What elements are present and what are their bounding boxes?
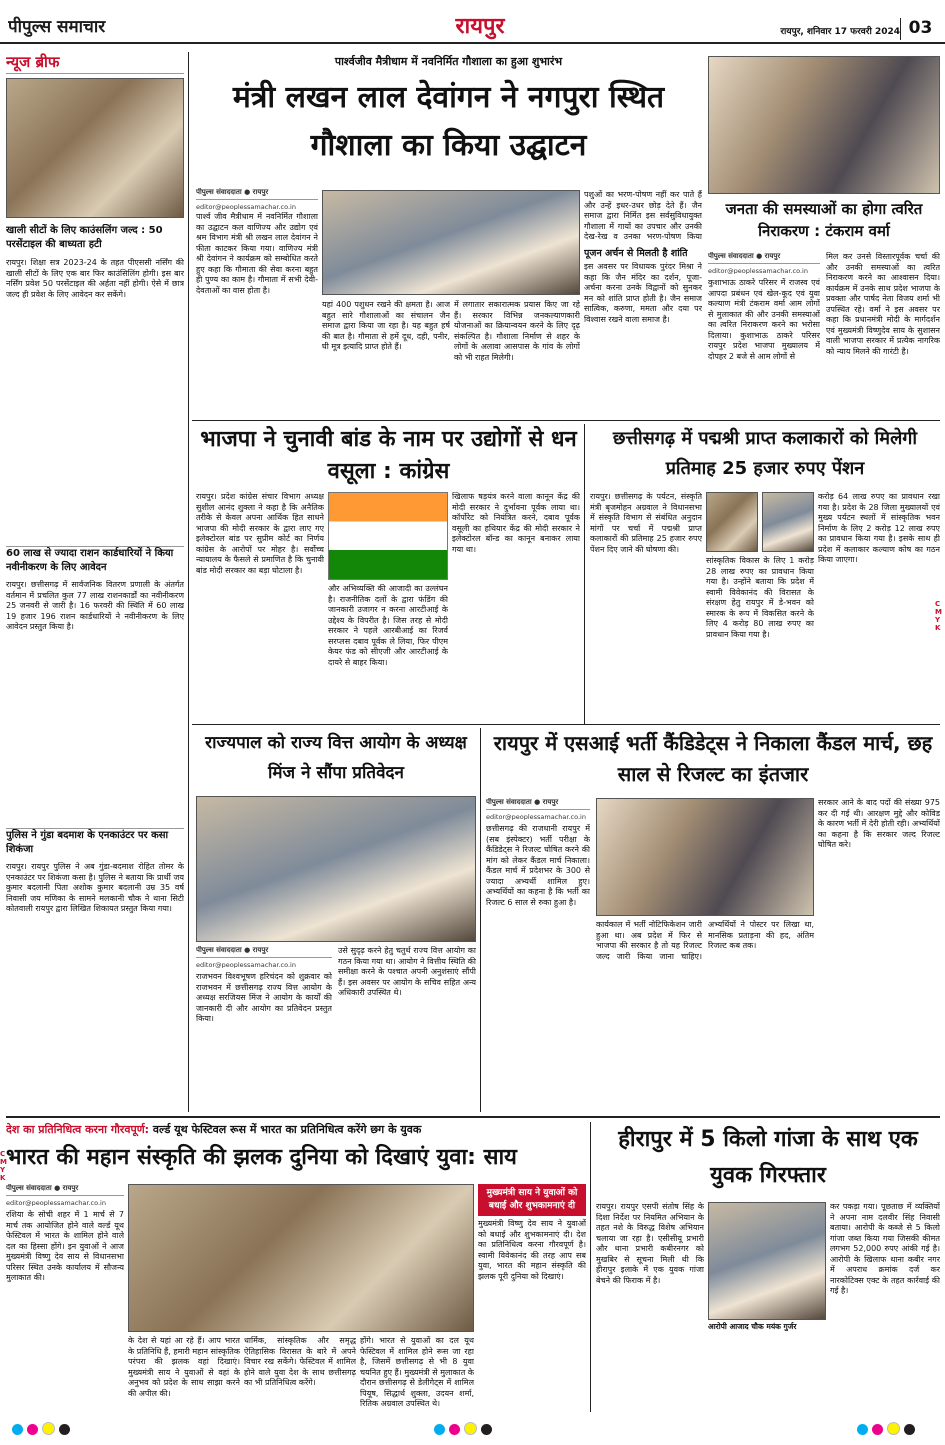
column-divider-3 bbox=[480, 728, 481, 1112]
youth-group-photo bbox=[128, 1184, 474, 1332]
padmashri-photo-1 bbox=[706, 492, 758, 552]
row-divider-2 bbox=[192, 724, 940, 725]
column-divider-2 bbox=[584, 424, 585, 724]
black-dot bbox=[59, 1424, 70, 1435]
cmyk-label-left: CMYK bbox=[0, 1150, 7, 1182]
ganja-headline: हीरापुर में 5 किलो गांजा के साथ एक युवक गिरफ्तार bbox=[618, 1127, 918, 1188]
governor-byline-text: पीपुल्स संवाददाता ● रायपुर bbox=[196, 946, 332, 958]
ganja-photo-caption: आरोपी आजाद चौक मयंक गुर्जर bbox=[708, 1322, 797, 1331]
gaushala-email: editor@peoplessamachar.co.in bbox=[196, 203, 296, 210]
magenta-dot bbox=[27, 1424, 38, 1435]
gaushala-byline bbox=[196, 188, 318, 210]
cmyk-label-right: CMYK bbox=[935, 600, 942, 632]
youth-email: editor@peoplessamachar.co.in bbox=[6, 1199, 106, 1206]
page-number: 03 bbox=[900, 18, 940, 40]
tankram-byline-text: पीपुल्स संवाददाता ● रायपुर bbox=[708, 252, 820, 264]
governor-photo bbox=[196, 796, 476, 942]
padmashri-body-3: करोड़ 64 लाख रुपए का प्रावधान रखा गया है। प्रदेश के 28 जिला मुख्यालयों एवं मुख्य पर्यटन स्थलों में सांस्कृतिक भवन निर्माण के लिए 2 करोड़ 12 लाख रुपए का प्रावधान किया गया है। इसके साथ ही प्रदेश में कलाकार कल्याण कोष का गठन किया जाएगा। bbox=[818, 492, 940, 564]
youth-kicker-red: देश का प्रतिनिधित्व करना गौरवपूर्ण: bbox=[6, 1123, 150, 1136]
youth-body-4: धार्मिक, सांस्कृतिक और समृद्ध ऐतिहासिक विरासत के बारे में अपने विचार रख सकेंगे। फेस्टिवल में शामिल होने वाले युवा देश के साथ छत्तीसगढ़ का भी प्रतिनिधित्व करेंगे। bbox=[244, 1336, 356, 1387]
row-divider-1 bbox=[192, 420, 940, 421]
paper-logo: पीपुल्स समाचार bbox=[8, 17, 106, 37]
youth-kicker-rest: वर्ल्ड यूथ फेस्टिवल रूस में भारत का प्रतिनिधित्व करेंगे छग के युवक bbox=[152, 1123, 422, 1136]
si-march-email: editor@peoplessamachar.co.in bbox=[486, 813, 586, 820]
gaushala-subhead: पूजन अर्चन से मिलती है शांति bbox=[584, 248, 688, 259]
youth-body-3: के देश से यहां आ रहे हैं। आप भारत के प्रतिनिधि हैं, हमारी महान सांस्कृतिक परंपरा की झलक वहां दिखाएं। मुख्यमंत्री साय ने युवाओं से वहां के अनुभव को प्रदेश के साथ साझा करने की अपील की। bbox=[128, 1336, 240, 1398]
padmashri-photo-2 bbox=[762, 492, 814, 552]
gaushala-body-3: में लगातार सकारात्मक प्रयास किए जा रहे हैं। सरकार विभिन्न जनकल्याणकारी योजनाओं का क्रियान्वयन करने के लिए दृढ़ संकल्पित है। गौशाला निर्माण से शहर के लोगों के अलावा आसपास के गांव के लोगों को भी राहत मिलेगी। bbox=[454, 300, 580, 362]
cmyk-marks-bottom-right bbox=[855, 1420, 935, 1436]
bjp-bond-body-3: और अभिव्यक्ति की आजादी का उल्लंघन है। राजनीतिक दलों के द्वारा फंडिंग की जानकारी उजागर न करना आरटीआई के उद्देश्य के विपरीत है। जिस तरह से मोदी सरकार ने पहले आरबीआई का रिजर्व सरप्लस दबाव पूर्वक ले लिया, फिर पीएम केयर फंड को सीएजी और आरटीआई के दायरे से बाहर किया। bbox=[328, 584, 448, 667]
youth-box-title: मुख्यमंत्री साय ने युवाओं को बधाई और शुभकामनाएं दी bbox=[478, 1184, 586, 1216]
row-divider-3 bbox=[6, 1116, 940, 1118]
tankram-byline bbox=[708, 252, 820, 274]
news-brief-label: न्यूज ब्रीफ bbox=[6, 52, 184, 74]
brief-1-headline: खाली सीटों के लिए काउंसलिंग जल्द : 50 परसेंटाइल की बाध्यता हटी bbox=[6, 225, 163, 250]
gaushala-body-4: पशुओं का भरण-पोषण नहीं कर पाते हैं और उन्हें इधर-उधर छोड़ देते हैं। जैन समाज द्वारा निर्मित इस सर्वसुविधायुक्त गौशाला में गायों का उपचार और उनकी देख-रेख व उनका भरण-पोषण किया bbox=[584, 190, 702, 241]
si-march-body-2: कार्यकाल में भर्ती नोटिफिकेशन जारी हुआ था। अब प्रदेश में फिर से भाजपा की सरकार है तो यह रिजल्ट जल्द जारी किया जाना चाहिए। अभ्यर्थियों ने पोस्टर पर लिखा था, मानसिक प्रताड़ना की हद, अंतिम रिजल्ट कब तक। bbox=[596, 920, 814, 961]
news-brief-column bbox=[6, 52, 184, 1112]
gaushala-inauguration-photo bbox=[322, 190, 580, 295]
magenta-dot bbox=[872, 1424, 883, 1435]
gaushala-byline-text: पीपुल्स संवाददाता ● रायपुर bbox=[196, 188, 318, 200]
si-march-body-1: छत्तीसगढ़ की राजधानी रायपुर में (सब इंस्पेक्टर) भर्ती परीक्षा के कैंडिडेट्स ने रिजल्ट घोषित करने की मांग को लेकर कैंडल मार्च निकाला। कैंडल मार्च में प्रदेशभर के 300 से ज्यादा अभ्यर्थी शामिल हुए। अभ्यर्थियों का कहना है कि भर्ती का रिजल्ट 6 साल से रुका हुआ है। bbox=[486, 824, 590, 907]
governor-byline bbox=[196, 946, 332, 968]
youth-body-1: रशिया के सोची शहर में 1 मार्च से 7 मार्च तक आयोजित होने वाले वर्ल्ड यूथ फेस्टिवल में भारत के शामिल होने वाले दल का हिस्सा होंगे। इन युवाओं ने आज मुख्यमंत्री विष्णु देव साय से विधानसभा परिसर स्थित उनके कार्यालय में सौजन्य मुलाकात की। bbox=[6, 1210, 124, 1282]
black-dot bbox=[904, 1424, 915, 1435]
yellow-dot bbox=[42, 1422, 55, 1435]
youth-headline: भारत की महान संस्कृति की झलक दुनिया को दिखाएं युवा: साय bbox=[6, 1145, 517, 1170]
padmashri-headline: छत्तीसगढ़ में पद्मश्री प्राप्त कलाकारों को मिलेगी प्रतिमाह 25 हजार रुपए पेंशन bbox=[612, 428, 918, 479]
black-dot bbox=[481, 1424, 492, 1435]
si-march-photo bbox=[596, 798, 814, 916]
congress-hand-logo bbox=[328, 492, 448, 580]
bjp-bond-headline: भाजपा ने चुनावी बांड के नाम पर उद्योगों से धन वसूला : कांग्रेस bbox=[200, 427, 577, 484]
tankram-body-1: कुशाभाऊ ठाकरे परिसर में राजस्व एवं आपदा प्रबंधन एवं खेल-कूद एवं युवा कल्याण मंत्री टंकराम वर्मा आम लोगों से मुलाकात की और उनकी समस्याओं का त्वरित निराकरण करने का भरोसा दिलाया। कुशाभाऊ ठाकरे परिसर रायपुर प्रदेश भाजपा मुख्यालय में दोपहर 2 बजे से आम लोगों से bbox=[708, 278, 820, 361]
gaushala-body-2: यहां 400 पशुधन रखने की क्षमता है। आज बहुत सारे गौशालाओं का संचालन जैन समाज द्वारा किया जा रहा है। यह बहुत हर्ष की बात है। गौमाता से हमें दूध, दही, पनीर, घी मूत्र इत्यादि प्राप्त होते हैं। bbox=[322, 300, 450, 351]
masthead bbox=[0, 0, 945, 44]
si-march-byline-text: पीपुल्स संवाददाता ● रायपुर bbox=[486, 798, 590, 810]
gaushala-headline: मंत्री लखन लाल देवांगन ने नगपुरा स्थित गौशाला का किया उद्घाटन bbox=[232, 80, 665, 163]
column-divider-4 bbox=[590, 1122, 591, 1412]
brief-3-headline: पुलिस ने गुंडा बदमाश के एनकाउंटर पर कसा शिकंजा bbox=[6, 828, 184, 858]
si-march-byline bbox=[486, 798, 590, 820]
si-march-body-3: सरकार आने के बाद पदों की संख्या 975 कर दी गई थी। आरक्षण मुद्दे और कोविड के कारण भर्ती में देरी होती रही। अभ्यर्थियों का कहना है कि सरकार जल्द रिजल्ट घोषित करे। bbox=[818, 798, 940, 849]
brief-2-headline: 60 लाख से ज्यादा राशन कार्डधारियों ने किया नवीनीकरण के लिए आवेदन bbox=[6, 546, 184, 576]
governor-body-1: राजभवन विश्वभूषण हरिचंदन को शुक्रवार को राजभवन में छत्तीसगढ़ राज्य वित्त आयोग के अध्यक्ष सरजियस मिंज ने आयोग के कार्यों की जानकारी दी और आयोग का प्रतिवेदन प्रस्तुत किया। bbox=[196, 972, 332, 1023]
brief-1-body: रायपुर। शिक्षा सत्र 2023-24 के तहत पीएससी नर्सिंग की खाली सीटों के लिए एक बार फिर काउंसिलिंग होगी। इस बार नर्सिंग प्रवेश 50 परसेंटाइल की अर्हता नहीं होगी। ऐसे में छात्र जल्द ही प्रवेश के लिए आवेदन कर सकेंगे। bbox=[6, 258, 184, 299]
brief-2-body: रायपुर। छत्तीसगढ़ में सार्वजनिक वितरण प्रणाली के अंतर्गत वर्तमान में प्रचलित कुल 77 लाख राशनकार्डों का नवीनीकरण 25 जनवरी से जारी है। 16 फरवरी की स्थिति में 60 लाख 19 हजार 196 राशन कार्डधारियों ने नवीनीकरण के लिए आवेदन प्रस्तुत किया है। bbox=[6, 580, 184, 631]
bjp-bond-body-2: खिलाफ षड़यंत्र करने वाला कानून केंद्र की मोदी सरकार ने दुर्भावना पूर्वक लाया था। कॉर्पोरेट को नियंत्रित करने, दबाव पूर्वक वसूली का हथियार केंद्र की मोदी सरकार ने इलेक्टोरल बॉन्ड का कानून बनाकर लाया गया था। bbox=[452, 492, 580, 554]
cyan-dot bbox=[434, 1424, 445, 1435]
cmyk-marks-bottom-left bbox=[10, 1420, 90, 1436]
tankram-email: editor@peoplessamachar.co.in bbox=[708, 267, 808, 274]
yellow-dot bbox=[464, 1422, 477, 1435]
youth-body-5: होंगे। भारत से युवाओं का दल यूथ फेस्टिवल में शामिल होने रूस जा रहा है, जिसमें छत्तीसगढ़ से भी 8 युवा चयनित हुए हैं। मुख्यमंत्री से मुलाकात के दौरान छत्तीसगढ़ से डेलीगेट्स में शामिल पियूष, सिद्धार्थ शुक्ला, उदयन शर्मा, रितिक अग्रवाल उपस्थित थे। bbox=[360, 1336, 474, 1408]
padmashri-body-2: सांस्कृतिक विकास के लिए 1 करोड़ 28 लाख रुपए का प्रावधान किया गया है। उन्होंने बताया कि प्रदेश में स्वामी विवेकानंद की विरासत के संरक्षण हेतु रायपुर में डे-भवन को स्मारक के रूप में विकसित करने के लिए 4 करोड़ 80 लाख रुपए का प्रावधान किया गया है। bbox=[706, 556, 814, 639]
ganja-body-1: रायपुर। रायपुर एसपी संतोष सिंह के दिशा निर्देश पर नियमित अभियान के तहत नशे के विरुद्ध विशेष अभियान चलाया जा रहा है। एसीसीयू प्रभारी और थाना प्रभारी कबीरनगर को मुखबिर से सूचना मिली थी कि हीरापुर इलाके में एक युवक गांजा बेचने की फिराक में है। bbox=[596, 1202, 704, 1285]
brief-photo-nurses bbox=[6, 78, 184, 218]
governor-headline: राज्यपाल को राज्य वित्त आयोग के अध्यक्ष मिंज ने सौंपा प्रतिवेदन bbox=[205, 733, 467, 783]
ganja-body-2: कर पकड़ा गया। पूछताछ में व्यक्तियों ने अपना नाम दलवीर सिंह निवासी बताया। आरोपी के कब्जे से 5 किलो गांजा जब्त किया गया जिसकी कीमत लगभग 52,000 रुपए आंकी गई है। आरोपी के खिलाफ थाना कबीर नगर में अपराध क्रमांक दर्ज कर नारकोटिक्स एक्ट के तहत कार्रवाई की गई है। bbox=[830, 1202, 940, 1295]
youth-body-2: मुख्यमंत्री विष्णु देव साय ने युवाओं को बधाई और शुभकामनाएं दी। देश का प्रतिनिधित्व करना गौरवपूर्ण है। स्वामी विवेकानंद की तरह आप सब युवा, भारत की महान संस्कृति की झलक पूरी दुनिया को दिखाएं। bbox=[478, 1219, 586, 1281]
si-march-headline: रायपुर में एसआई भर्ती कैंडिडेट्स ने निकाला कैंडल मार्च, छह साल से रिजल्ट का इंतजार bbox=[493, 731, 933, 786]
bjp-bond-body-1: रायपुर। प्रदेश कांग्रेस संचार विभाग अध्यक्ष सुशील आनंद शुक्ला ने कहा है कि अनैतिक तरीके से केवल अपना आर्थिक हित साधने भाजपा की मोदी सरकार के द्वारा लाए गए इलेक्टोरल बांड पर सुप्रीम कोर्ट का निर्णय कांग्रेस के आरोपों पर मोहर है। सर्वोच्च न्यायालय के फैसले से प्रमाणित है कि चुनावी बांड मोदी सरकार का बड़ा घोटाला है। bbox=[196, 492, 324, 575]
gaushala-body-1: पार्श्व जीव मैत्रीधाम में नवनिर्मित गौशाला का उद्घाटन कल वाणिज्य और उद्योग एवं श्रम विभाग मंत्री श्री लखन लाल देवांगन ने फीता काटकर किया गया। वाणिज्य मंत्री श्री देवांगन ने कार्यक्रम को सम्बोधित करते हुए कहा कि गौमाता की सेवा करना बहुत ही पुण्य का काम है। गौमाता में सभी देवी-देवताओं का वास होता है। bbox=[196, 212, 318, 295]
padmashri-body-1: रायपुर। छत्तीसगढ़ के पर्यटन, संस्कृति मंत्री बृजमोहन अग्रवाल ने विधानसभा में संस्कृति विभाग से संबंधित अनुदान मांगों पर चर्चा में पद्मश्री प्राप्त कलाकारों की प्रतिमाह 25 हजार रुपए पेंशन दिए जाने की घोषणा की। bbox=[590, 492, 702, 554]
youth-kicker bbox=[6, 1122, 586, 1140]
tankram-body-2: मिल कर उनसे विस्तारपूर्वक चर्चा की और उनकी समस्याओं का त्वरित निराकरण करने का आश्वासन दिया। कार्यक्रम में उनके साथ प्रदेश भाजपा के प्रवक्ता और पार्षद नेता विजय शर्मा भी उपस्थित रहे। वर्मा ने इस अवसर पर कहा कि प्रधानमंत्री मोदी के मार्गदर्शन एवं मुख्यमंत्री विष्णुदेव साय के सुशासन वाली भाजपा सरकार में प्रत्येक नागरिक को न्याय मिलने की गारंटी है। bbox=[826, 252, 940, 356]
column-divider bbox=[188, 52, 189, 1112]
cyan-dot bbox=[12, 1424, 23, 1435]
youth-byline-text: पीपुल्स संवाददाता ● रायपुर bbox=[6, 1184, 124, 1196]
brief-3-body: रायपुर। रायपुर पुलिस ने अब गुंडा-बदमाश रोहित तोमर के एनकाउंटर पर शिकंजा कसा है। पुलिस ने बताया कि प्रार्थी जय कुमार बदलानी पिता अशोक कुमार बदलानी उम्र 35 वर्ष निवासी जय मणिका के सामने मलकानी चौक ने थाना सिटी कोतवाली रायपुर द्वारा लिखित शिकायत प्रस्तुत किया गया। bbox=[6, 862, 184, 913]
tankram-headline: जनता की समस्याओं का होगा त्वरित निराकरण : टंकराम वर्मा bbox=[725, 200, 923, 240]
governor-body-2: उसे सुदृढ़ करने हेतु चतुर्थ राज्य वित्त आयोग का गठन किया गया था। आयोग ने वित्तीय स्थिति की समीक्षा करने के पश्चात अपनी अनुशंसाएं सौंपी हैं। इस अवसर पर आयोग के सचिव सहित अन्य अधिकारी उपस्थित थे। bbox=[338, 946, 476, 997]
magenta-dot bbox=[449, 1424, 460, 1435]
cmyk-marks-bottom-center bbox=[432, 1420, 512, 1436]
youth-byline bbox=[6, 1184, 124, 1206]
ganja-arrest-photo bbox=[708, 1202, 826, 1320]
city-name: रायपुर bbox=[455, 14, 505, 39]
issue-date: रायपुर, शनिवार 17 फरवरी 2024 bbox=[780, 27, 900, 37]
youth-cm-box bbox=[478, 1184, 586, 1410]
gaushala-body-5: इस अवसर पर विधायक पुरंदर मिश्रा ने कहा कि जैन मंदिर का दर्शन, पूजा-अर्चना करना उनके विद्वानों को सुनकर मन को शांति प्राप्त होती है। जैन समाज सात्विक, करुणा, ममता और दया पर विश्वास रखने वाला समाज है। bbox=[584, 262, 702, 324]
gaushala-kicker: पार्श्वजीव मैत्रीधाम में नवनिर्मित गौशाला का हुआ शुभारंभ bbox=[334, 55, 563, 68]
tankram-photo bbox=[708, 56, 940, 194]
yellow-dot bbox=[887, 1422, 900, 1435]
governor-email: editor@peoplessamachar.co.in bbox=[196, 961, 296, 968]
cyan-dot bbox=[857, 1424, 868, 1435]
